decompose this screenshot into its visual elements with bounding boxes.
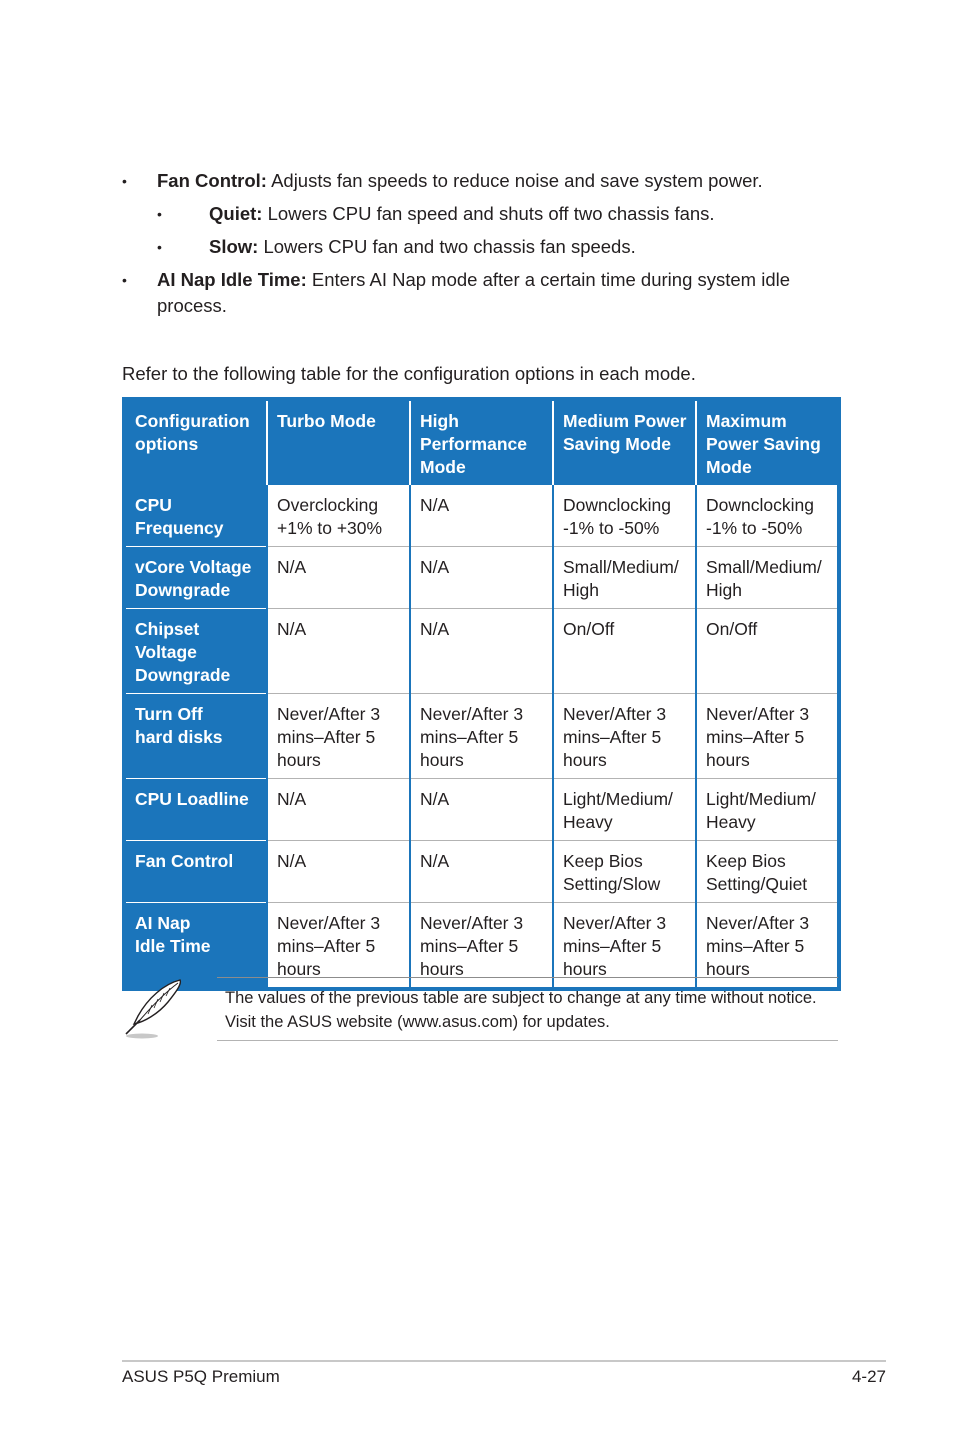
- table-cell: Light/Medium/ Heavy: [553, 779, 696, 841]
- header-maximum-power-saving-mode: Maximum Power Saving Mode: [696, 399, 839, 485]
- table-cell: N/A: [410, 779, 553, 841]
- bullet-marker: •: [157, 206, 162, 222]
- note-text: The values of the previous table are subject to change at any time without notice. Visit the ASUS website (www.asus.com) for updates.: [225, 989, 817, 1031]
- footer-product-name: ASUS P5Q Premium: [122, 1367, 280, 1386]
- bullet-term: Fan Control:: [157, 170, 267, 191]
- table-cell: Never/After 3 mins–After 5 hours: [267, 694, 410, 779]
- table-cell: Light/Medium/ Heavy: [696, 779, 839, 841]
- table-cell: N/A: [267, 779, 410, 841]
- table-cell: Never/After 3 mins–After 5 hours: [696, 694, 839, 779]
- table-cell: N/A: [410, 841, 553, 903]
- table-cell: N/A: [410, 485, 553, 547]
- table-header-row: [124, 399, 839, 485]
- table-row: [124, 547, 839, 609]
- table-cell: Keep Bios Setting/Quiet: [696, 841, 839, 903]
- note-divider-bottom: [217, 1040, 838, 1041]
- bullet-marker: •: [122, 272, 127, 288]
- table-cell: N/A: [267, 841, 410, 903]
- table-cell: N/A: [267, 547, 410, 609]
- header-medium-power-saving-mode: Medium Power Saving Mode: [553, 399, 696, 485]
- header-configuration-options: Configuration options: [124, 399, 267, 485]
- table-cell: Never/After 3 mins–After 5 hours: [553, 903, 696, 990]
- row-label: CPU Frequency: [124, 485, 267, 547]
- row-label: Turn Off hard disks: [124, 694, 267, 779]
- table-row: [124, 779, 839, 841]
- table-row: [124, 609, 839, 694]
- table-row: [124, 841, 839, 903]
- table-cell: N/A: [410, 609, 553, 694]
- table-row: [124, 485, 839, 547]
- sub-bullet-quiet: [122, 201, 842, 227]
- row-label: Fan Control: [124, 841, 267, 903]
- table-cell: N/A: [267, 609, 410, 694]
- row-label: vCore Voltage Downgrade: [124, 547, 267, 609]
- table-cell: On/Off: [553, 609, 696, 694]
- header-turbo-mode: Turbo Mode: [267, 399, 410, 485]
- bullet-list: [122, 168, 842, 319]
- row-label: CPU Loadline: [124, 779, 267, 841]
- footer-page-number: 4-27: [851, 1367, 886, 1386]
- configuration-table: [122, 397, 841, 991]
- table-intro: Refer to the following table for the configuration options in each mode.: [122, 363, 696, 384]
- sub-bullet-slow: [122, 234, 842, 260]
- feather-quill-icon: [120, 976, 190, 1042]
- table-row: [124, 694, 839, 779]
- bullet-term: Quiet:: [209, 203, 263, 224]
- footer-divider: [122, 1360, 886, 1362]
- table-cell: Never/After 3 mins–After 5 hours: [553, 694, 696, 779]
- table-cell: N/A: [410, 547, 553, 609]
- bullet-marker: •: [122, 173, 127, 189]
- row-label: AI Nap Idle Time: [124, 903, 267, 990]
- bullet-text: Adjusts fan speeds to reduce noise and save system power.: [266, 170, 763, 191]
- bullet-text: Enters AI Nap mode after a certain time during system idle process.: [157, 269, 791, 316]
- table-cell: Overclocking +1% to +30%: [267, 485, 410, 547]
- header-high-performance-mode: High Performance Mode: [410, 399, 553, 485]
- table-cell: Never/After 3 mins–After 5 hours: [267, 903, 410, 990]
- row-label: Chipset Voltage Downgrade: [124, 609, 267, 694]
- note-divider-top: [217, 977, 838, 978]
- table-cell: Downclocking -1% to -50%: [696, 485, 839, 547]
- bullet-fan-control: [122, 168, 842, 194]
- table-cell: On/Off: [696, 609, 839, 694]
- bullet-term: Slow:: [209, 236, 259, 257]
- bullet-text: Lowers CPU fan speed and shuts off two chassis fans.: [262, 203, 715, 224]
- table-cell: Small/Medium/ High: [553, 547, 696, 609]
- table-cell: Downclocking -1% to -50%: [553, 485, 696, 547]
- table-cell: Keep Bios Setting/Slow: [553, 841, 696, 903]
- table-cell: Never/After 3 mins–After 5 hours: [410, 903, 553, 990]
- table-cell: Never/After 3 mins–After 5 hours: [696, 903, 839, 990]
- bullet-term: AI Nap Idle Time:: [157, 269, 307, 290]
- bullet-text: Lowers CPU fan and two chassis fan speeds.: [258, 236, 636, 257]
- bullet-ai-nap: [122, 267, 842, 319]
- bullet-marker: •: [157, 239, 162, 255]
- table-cell: Small/Medium/ High: [696, 547, 839, 609]
- table-cell: Never/After 3 mins–After 5 hours: [410, 694, 553, 779]
